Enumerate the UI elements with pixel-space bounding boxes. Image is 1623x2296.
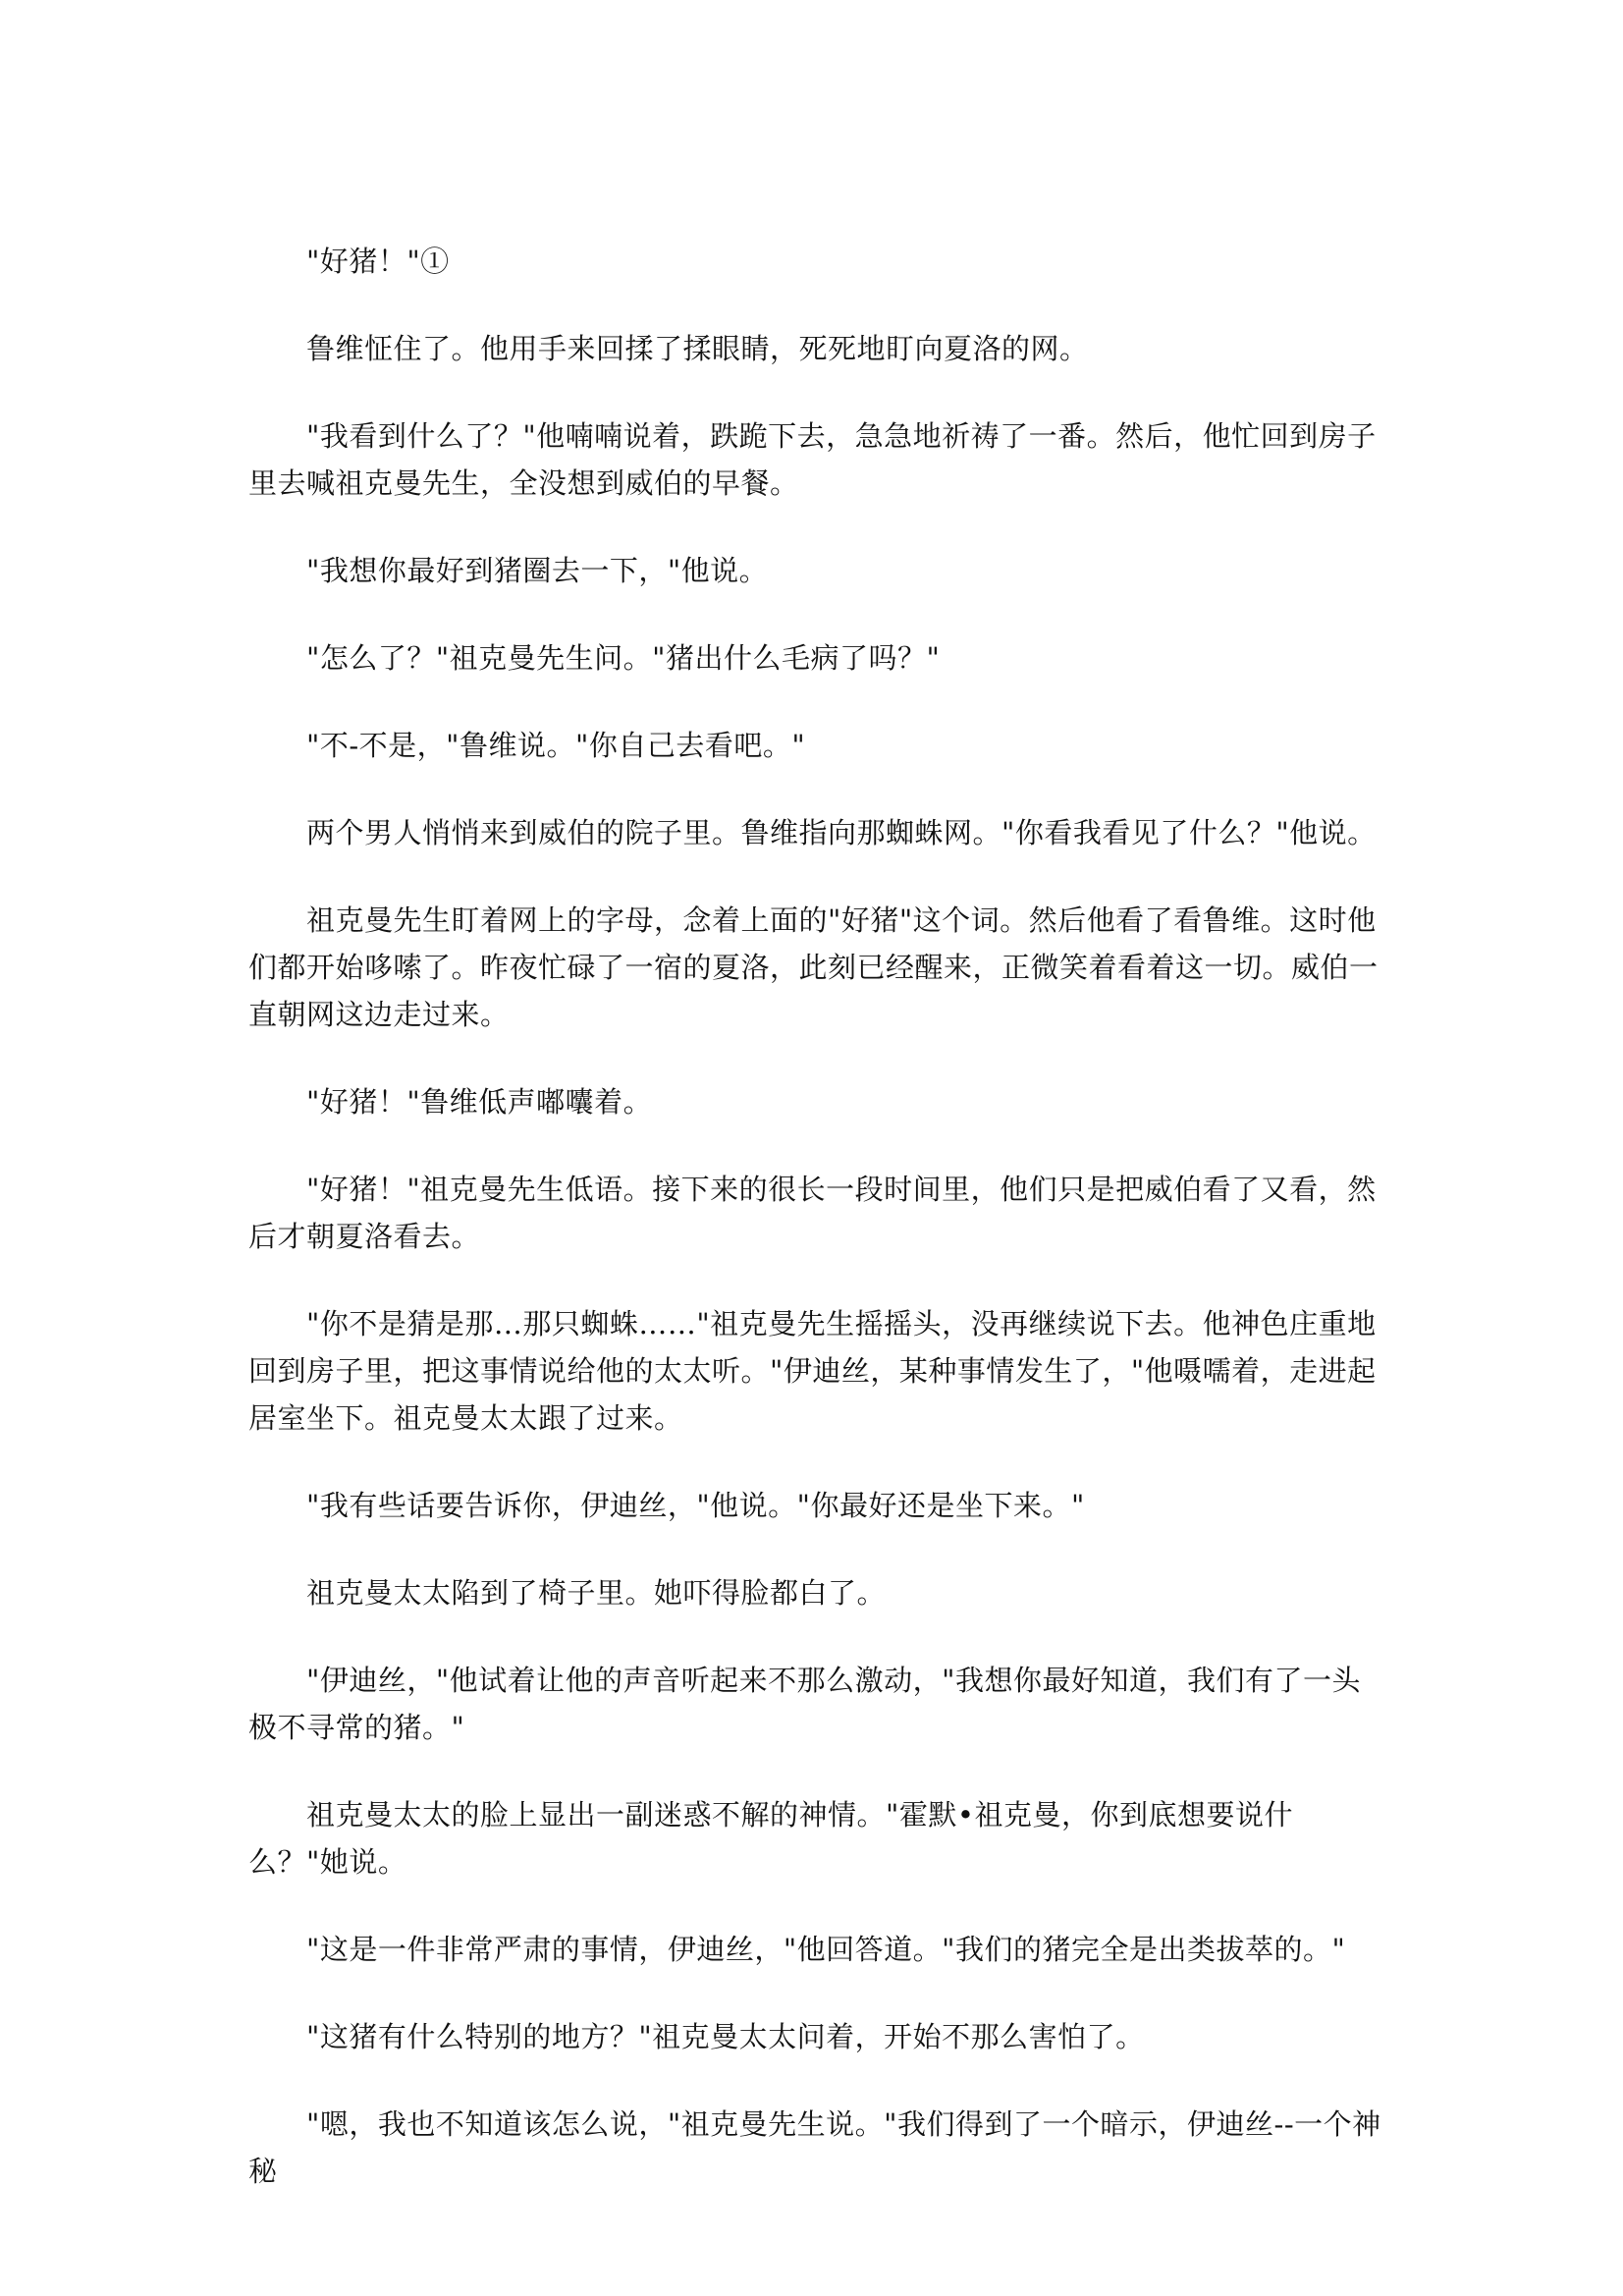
- paragraph: "你不是猜是那…那只蜘蛛……"祖克曼先生摇摇头，没再继续说下去。他神色庄重地回到房子里，把这事情说给他的太太听。"伊迪丝，某种事情发生了，"他嗫嚅着，走进起居室坐下。祖克曼太太跟了过来。: [248, 1307, 1377, 1435]
- paragraph: "我看到什么了？"他喃喃说着，跌跪下去，急急地祈祷了一番。然后，他忙回到房子里去喊祖克曼先生，全没想到威伯的早餐。: [248, 419, 1377, 500]
- paragraph: 祖克曼太太的脸上显出一副迷惑不解的神情。"霍默•祖克曼，你到底想要说什么？"她说。: [248, 1798, 1293, 1879]
- paragraph: "好猪！"鲁维低声嘟囔着。: [306, 1085, 653, 1119]
- paragraph: "好猪！"①: [306, 245, 450, 278]
- paragraph: 祖克曼太太陷到了椅子里。她吓得脸都白了。: [306, 1576, 887, 1610]
- paragraph: "不-不是，"鲁维说。"你自己去看吧。": [306, 729, 806, 762]
- paragraph: "怎么了？"祖克曼先生问。"猪出什么毛病了吗？": [306, 641, 941, 675]
- paragraph: "我有些话要告诉你，伊迪丝，"他说。"你最好还是坐下来。": [306, 1489, 1085, 1522]
- body-text: [248, 238, 1387, 2235]
- paragraph: "我想你最好到猪圈去一下，"他说。: [306, 554, 769, 587]
- paragraph: "这猪有什么特别的地方？"祖克曼太太问着，开始不那么害怕了。: [306, 2020, 1145, 2053]
- paragraph: "这是一件非常严肃的事情，伊迪丝，"他回答道。"我们的猪完全是出类拔萃的。": [306, 1933, 1346, 1966]
- paragraph: "伊迪丝，"他试着让他的声音听起来不那么激动，"我想你最好知道，我们有了一头极不寻常的猪。": [248, 1664, 1362, 1744]
- paragraph: 祖克曼先生盯着网上的字母，念着上面的"好猪"这个词。然后他看了看鲁维。这时他们都开始哆嗦了。昨夜忙碌了一宿的夏洛，此刻已经醒来，正微笑着看着这一切。威伯一直朝网这边走过来。: [248, 903, 1379, 1031]
- paragraph: 两个男人悄悄来到威伯的院子里。鲁维指向那蜘蛛网。"你看我看见了什么？"他说。: [306, 816, 1377, 849]
- paragraph: "好猪！"祖克曼先生低语。接下来的很长一段时间里，他们只是把威伯看了又看，然后才朝夏洛看去。: [248, 1173, 1377, 1253]
- paragraph: "嗯，我也不知道该怎么说，"祖克曼先生说。"我们得到了一个暗示，伊迪丝--一个神秘: [248, 2107, 1381, 2188]
- paragraph: 鲁维怔住了。他用手来回揉了揉眼睛，死死地盯向夏洛的网。: [306, 332, 1089, 365]
